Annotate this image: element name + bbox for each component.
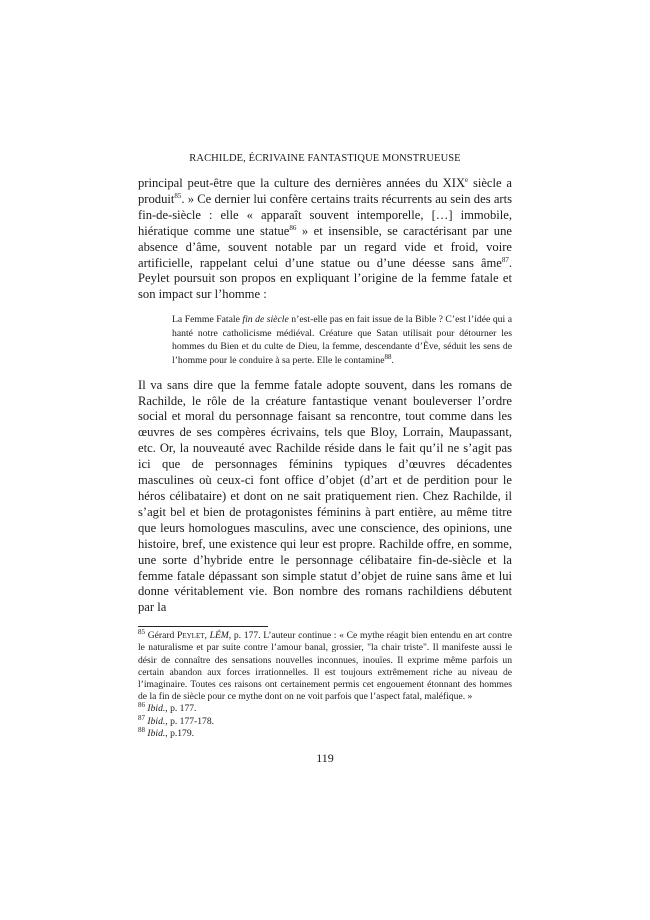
footnote-ref-86[interactable]: 86 xyxy=(289,223,297,232)
paragraph-1-text: principal peut-être que la culture des dernières années du XIX xyxy=(138,176,466,190)
footnote-separator xyxy=(138,626,268,627)
paragraph-1-text: . » Ce dernier lui confère certains traits récurrents au sein des arts fin-de-siècle : elle « apparaît souvent intemporelle, […] immobile, hiératique comme une statue xyxy=(138,191,512,238)
book-page xyxy=(138,152,512,766)
paragraph-1-text: siècle a produit xyxy=(138,176,512,206)
footnote-text: , p.179. xyxy=(165,727,195,739)
quote-text: . xyxy=(391,355,394,367)
footnote-text: , xyxy=(204,630,210,642)
footnote-author: Peylet xyxy=(177,630,205,642)
footnote-ref-88[interactable]: 88 xyxy=(384,352,392,361)
footnote-ref-85[interactable]: 85 xyxy=(174,191,182,200)
footnote-number: 85 xyxy=(138,628,145,637)
footnote-ibid: Ibid. xyxy=(147,727,166,739)
footnote-title: LÉM xyxy=(209,630,229,642)
paragraph-1 xyxy=(138,176,512,303)
footnote-85 xyxy=(138,630,512,703)
footnote-text: , p. 177. L’auteur continue : « Ce mythe réagit bien entendu en art contre le naturalisme et par suite contre l’amour banal, grossier, "la chair triste". Il manifeste aussi le désir de connaître des sensations nouvelles inconnues, inouïes. Il exprime même parfois un certain abandon aux forces irrationnelles. Il est toujours extrêmement riche au niveau de l’imaginaire. Toutes ces raisons ont certainement permis cet engouement étonnant des hommes de la fin de siècle pour ce mythe dont on ne voit parfois que l’aspect fatal, maléfique. » xyxy=(138,630,512,703)
footnote-number: 87 xyxy=(138,713,145,722)
running-header: RACHILDE, ÉCRIVAINE FANTASTIQUE MONSTRUEUSE xyxy=(189,153,461,164)
page-number: 119 xyxy=(316,751,334,766)
footnotes xyxy=(138,630,512,740)
footnote-ref-87[interactable]: 87 xyxy=(501,255,509,264)
paragraph-2: Il va sans dire que la femme fatale adopte souvent, dans les romans de Rachilde, le rôle de la créature fantastique venant bouleverser l’ordre social et moral du personnage faisant sa rencontre, tout comme dans les œuvres de ses compères écrivains, tels que Bloy, Lorrain, Maupassant, etc. Or, la nouveauté avec Rachilde réside dans le fait qu’il ne s’agit pas ici que de personnages féminins typiques d’œuvres décadentes masculines où ceux-ci font office d’objet (d’art et de perdition pour le héros célibataire) et dont on ne sait pratiquement rien. Chez Rachilde, il s’agit bel et bien de protagonistes féminins à part entière, au même titre que leurs homologues masculins, avec une conscience, des opinions, une histoire, bref, une existence qui leur est propre. Rachilde offre, en somme, une sorte d’hybride entre le personnage célibataire fin-de-siècle et la femme fatale dépassant son simple statut d’objet de ruine sans âme et lui donne véritablement vie. Bon nombre des romans rachildiens débutent par la xyxy=(138,377,512,615)
footnote-text: , p. 177. xyxy=(165,703,197,715)
footnote-ibid: Ibid. xyxy=(147,715,166,727)
century-superscript: e xyxy=(465,175,469,184)
quote-text: La Femme Fatale xyxy=(172,314,243,326)
paragraph-1-text: . Peylet poursuit son propos en expliquant l’origine de la femme fatale et son impact sur l’homme : xyxy=(138,255,512,302)
footnote-88 xyxy=(138,725,512,740)
footnote-number: 86 xyxy=(138,701,145,710)
paragraph-1-text: » et insensible, se caractérisant par une absence d’âme, souvent notable par un regard vide et froid, voire artificielle, rappelant celui d’une statue ou d’une déesse sans âme xyxy=(138,223,512,270)
footnote-text: Gérard xyxy=(145,630,178,642)
quote-text: n’est-elle pas en fait issue de la Bible ? C’est l’idée qui a hanté notre catholicisme médiéval. Créature que Satan utilisait pour détourner les hommes du Bien et du culte de Dieu, la femme, descendante d’Ève, séduit les sens de l’homme pour le conduire à sa perte. Elle le contamine xyxy=(172,314,512,367)
footnote-text: , p. 177-178. xyxy=(165,715,215,727)
block-quote xyxy=(172,313,512,367)
quote-italic: fin de siècle xyxy=(242,314,289,326)
footnote-ibid: Ibid. xyxy=(147,703,166,715)
footnote-86 xyxy=(138,703,512,715)
footnote-number: 88 xyxy=(138,725,145,734)
footnote-87 xyxy=(138,713,512,728)
